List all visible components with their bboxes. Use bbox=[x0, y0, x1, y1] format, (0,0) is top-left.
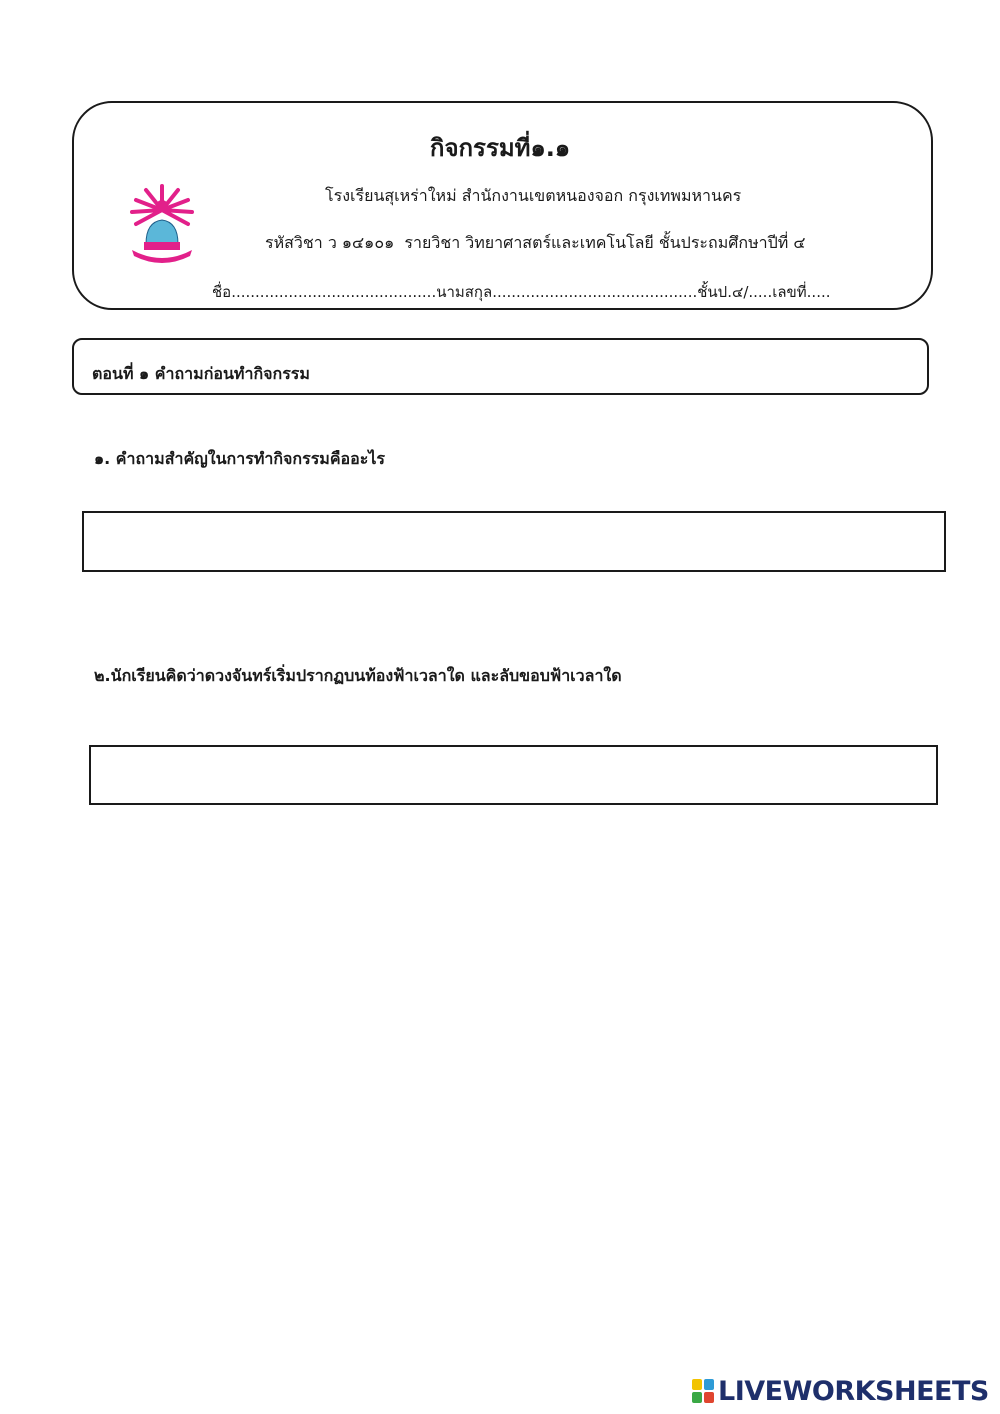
brand-text: LIVEWORKSHEETS bbox=[718, 1375, 989, 1407]
page-title: กิจกรรมที่๑.๑ bbox=[429, 134, 571, 162]
school-name: โรงเรียนสุเหร่าใหม่ สำนักงานเขตหนองจอก กรุงเทพมหานคร bbox=[325, 186, 742, 205]
question-2: ๒.นักเรียนคิดว่าดวงจันทร์เริ่มปรากฏบนท้องฟ้าเวลาใด และลับขอบฟ้าเวลาใด bbox=[94, 666, 622, 685]
liveworksheets-logo-icon bbox=[692, 1379, 714, 1403]
answer-input-1[interactable] bbox=[82, 511, 946, 572]
subject-info: รหัสวิชา ว ๑๔๑๐๑ รายวิชา วิทยาศาสตร์และเทคโนโลยี ชั้นประถมศึกษาปีที่ ๔ bbox=[265, 233, 806, 252]
school-emblem-icon bbox=[126, 182, 198, 268]
student-name-line: ชื่อ...........................................นามสกุล...........................................ชั้นป.๔/.....เลขที่..... bbox=[212, 283, 831, 301]
liveworksheets-brand bbox=[692, 1374, 989, 1408]
answer-input-2[interactable] bbox=[89, 745, 938, 805]
section-label: ตอนที่ ๑ คำถามก่อนทำกิจกรรม bbox=[92, 364, 310, 383]
question-1: ๑. คำถามสำคัญในการทำกิจกรรมคืออะไร bbox=[94, 449, 385, 468]
